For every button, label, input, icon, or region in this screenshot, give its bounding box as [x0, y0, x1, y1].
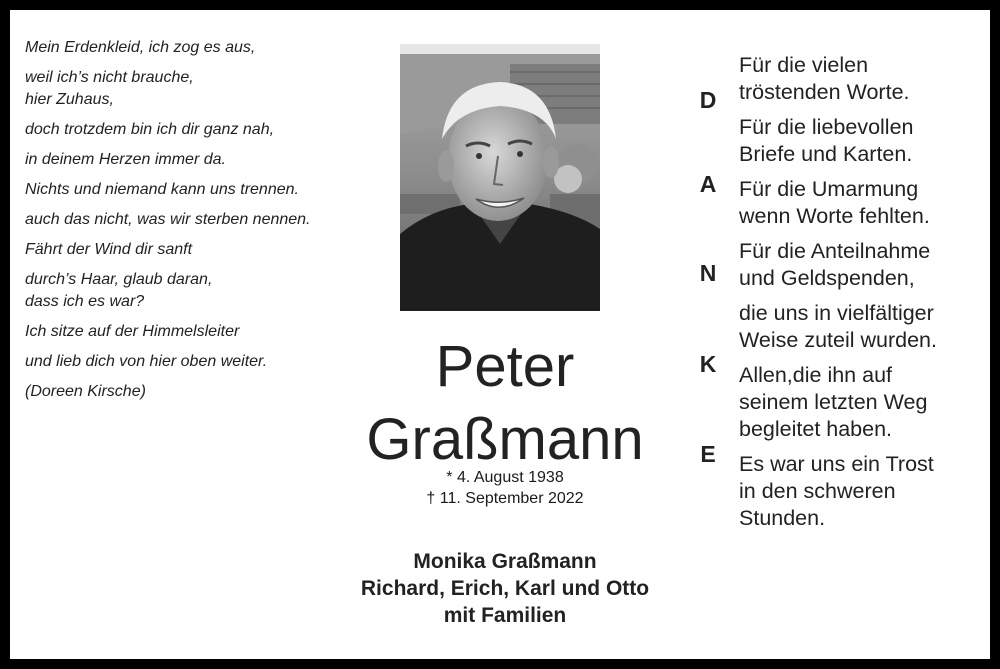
danke-letter-e: E [700, 441, 716, 467]
deceased-first-name: Peter [435, 334, 575, 399]
thanks-line: Für die Umarmung [739, 177, 919, 201]
thanks-block [739, 114, 989, 168]
poem-line: weil ich’s nicht brauche, [25, 69, 194, 86]
poem-stanza [25, 209, 365, 231]
poem-line: durch’s Haar, glaub daran, [25, 271, 213, 288]
poem-stanza [25, 239, 365, 261]
obituary-card [10, 10, 990, 659]
mourner-line: mit Familien [443, 604, 567, 627]
danke-letter-d: D [699, 87, 717, 113]
thanks-line: die uns in vielfältiger [739, 301, 934, 325]
poem-stanza [25, 149, 365, 171]
thanks-line: in den schweren [739, 479, 896, 503]
poem-line: auch das nicht, was wir sterben nennen. [25, 211, 311, 228]
thanks-block [739, 362, 989, 443]
death-date: † 11. September 2022 [426, 490, 584, 507]
thanks-line: Weise zuteil wurden. [739, 328, 937, 352]
poem-line: Nichts und niemand kann uns trennen. [25, 181, 299, 198]
mourner-line: Monika Graßmann [413, 550, 597, 573]
danke-letter-a: A [699, 171, 717, 197]
thanks-block [739, 451, 989, 532]
thanks-line: seinem letzten Weg [739, 390, 928, 414]
poem-stanza [25, 67, 365, 111]
birth-date: * 4. August 1938 [446, 469, 564, 486]
poem-line: in deinem Herzen immer da. [25, 151, 226, 168]
thanks-line: wenn Worte fehlten. [739, 204, 930, 228]
poem-stanza [25, 37, 365, 59]
thanks-line: Für die Anteilnahme [739, 239, 931, 263]
thanks-line: und Geldspenden, [739, 266, 915, 290]
poem-line: Ich sitze auf der Himmelsleiter [25, 323, 240, 340]
danke-letter-n: N [699, 260, 717, 286]
thanks-line: begleitet haben. [739, 417, 893, 441]
thanks-line: Allen,die ihn auf [739, 363, 892, 387]
thanks-line: Stunden. [739, 506, 826, 530]
poem-line: Mein Erdenkleid, ich zog es aus, [25, 39, 256, 56]
poem-stanza [25, 179, 365, 201]
poem-line: doch trotzdem bin ich dir ganz nah, [25, 121, 275, 138]
thanks-line: Für die liebevollen [739, 115, 914, 139]
mourner-line: Richard, Erich, Karl und Otto [360, 577, 650, 600]
thanks-line: Es war uns ein Trost [739, 452, 934, 476]
thanks-block [739, 52, 989, 106]
poem-line: (Doreen Kirsche) [25, 383, 146, 400]
poem-line: und lieb dich von hier oben weiter. [25, 353, 268, 370]
portrait-photo [400, 44, 600, 311]
poem-line: hier Zuhaus, [25, 91, 114, 108]
thanks-text [739, 52, 989, 540]
thanks-line: Für die vielen [739, 53, 869, 77]
thanks-block [739, 176, 989, 230]
thanks-line: Briefe und Karten. [739, 142, 913, 166]
poem-stanza [25, 119, 365, 141]
danke-letter-k: K [699, 351, 717, 377]
thanks-block [739, 300, 989, 354]
portrait-image [400, 44, 600, 311]
deceased-last-name: Graßmann [366, 407, 644, 472]
poem-line: dass ich es war? [25, 293, 145, 310]
poem-stanza [25, 269, 365, 313]
thanks-block [739, 238, 989, 292]
mourners [310, 548, 700, 629]
poem-line: Fährt der Wind dir sanft [25, 241, 193, 258]
thanks-line: tröstenden Worte. [739, 80, 910, 104]
